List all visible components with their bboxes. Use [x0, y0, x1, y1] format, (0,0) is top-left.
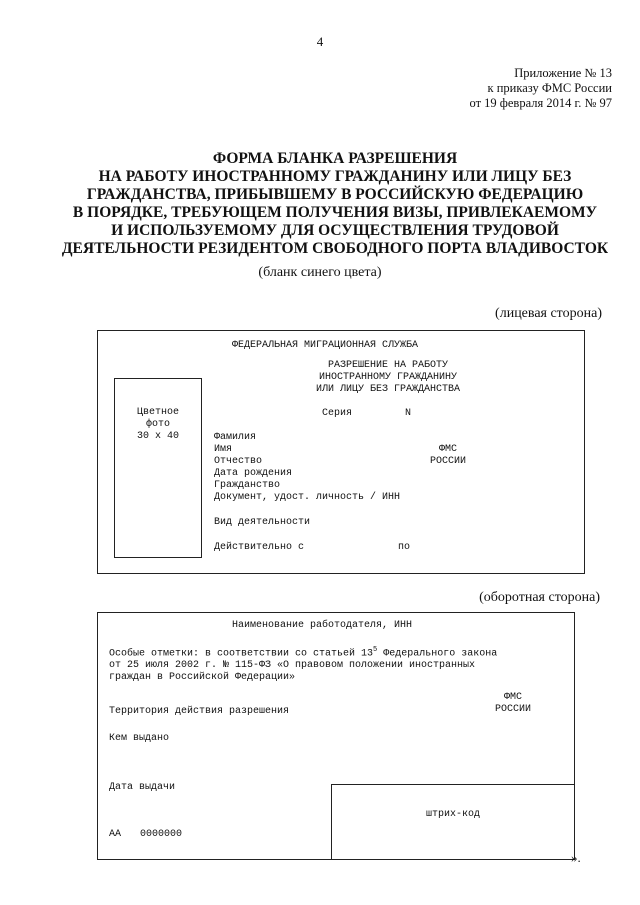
barcode-area [331, 784, 575, 860]
title-line: В ПОРЯДКЕ, ТРЕБУЮЩЕМ ПОЛУЧЕНИЯ ВИЗЫ, ПРИВЛЕКАЕМОМУ [72, 204, 598, 221]
document-title [40, 150, 630, 258]
serial-series: АА [109, 829, 122, 840]
serial-number: 0000000 [140, 829, 183, 840]
barcode-label: штрих-код [425, 809, 480, 820]
permit-title-line: ИНОСТРАННОМУ ГРАЖДАНИНУ [319, 372, 458, 383]
stamp-line: ФМС [504, 692, 523, 703]
field-id-document: Документ, удост. личность / ИНН [214, 492, 401, 503]
stamp-line: ФМС [439, 444, 458, 455]
document-subtitle: (бланк синего цвета) [258, 265, 382, 280]
notes-line-3: граждан в Российской Федерации» [109, 672, 296, 684]
field-name: Имя [214, 444, 233, 455]
special-notes [109, 644, 497, 684]
employer-label: Наименование работодателя, ИНН [232, 620, 413, 631]
valid-to-label: по [398, 542, 411, 553]
permit-title-line: ИЛИ ЛИЦУ БЕЗ ГРАЖДАНСТВА [316, 384, 461, 395]
title-line: ГРАЖДАНСТВА, ПРИБЫВШЕМУ В РОССИЙСКУЮ ФЕДЕРАЦИЮ [86, 186, 584, 203]
permit-title-line: РАЗРЕШЕНИЕ НА РАБОТУ [328, 360, 449, 371]
notes-line-2: от 25 июля 2002 г. № 115-ФЗ «О правовом положении иностранных [109, 660, 476, 672]
field-surname: Фамилия [214, 432, 257, 443]
appendix-line-2: к приказу ФМС России [487, 81, 612, 95]
photo-line: Цветное [136, 407, 179, 418]
field-birth-date: Дата рождения [214, 468, 293, 479]
stamp-line: РОССИИ [430, 456, 467, 467]
appendix-line-3: от 19 февраля 2014 г. № 97 [469, 96, 612, 110]
territory-label: Территория действия разрешения [109, 706, 290, 717]
page-number: 4 [316, 34, 324, 49]
appendix-reference [469, 66, 612, 111]
agency-name: ФЕДЕРАЛЬНАЯ МИГРАЦИОННАЯ СЛУЖБА [232, 340, 419, 351]
title-line: НА РАБОТУ ИНОСТРАННОМУ ГРАЖДАНИНУ ИЛИ ЛИЦУ БЕЗ [98, 168, 572, 185]
activity-label: Вид деятельности [214, 517, 311, 528]
stamp-line: РОССИИ [495, 704, 532, 715]
number-label: N [405, 408, 412, 419]
personal-fields [214, 432, 400, 504]
field-patronymic: Отчество [214, 456, 263, 467]
photo-line: 30 x 40 [136, 431, 179, 442]
notes-superscript: 5 [373, 646, 378, 654]
permit-title [316, 360, 460, 396]
title-line: ДЕЯТЕЛЬНОСТИ РЕЗИДЕНТОМ СВОБОДНОГО ПОРТА ВЛАДИВОСТОК [61, 240, 609, 257]
series-label: Серия [322, 408, 353, 419]
closing-quote: ». [571, 850, 581, 865]
photo-line: фото [145, 419, 170, 430]
back-stamp [495, 692, 531, 716]
notes-line-1: Особые отметки: в соответствии со статьей $13^5$ Федерального закона [109, 646, 498, 660]
issued-by-label: Кем выдано [109, 733, 170, 744]
issue-date-label: Дата выдачи [109, 782, 176, 793]
field-citizenship: Гражданство [214, 480, 281, 491]
title-line: И ИСПОЛЬЗУЕМОМУ ДЛЯ ОСУЩЕСТВЛЕНИЯ ТРУДОВОЙ [111, 222, 559, 239]
valid-from-label: Действительно с [214, 542, 305, 553]
front-side-label: (лицевая сторона) [495, 306, 602, 321]
back-side-label: (оборотная сторона) [479, 590, 600, 605]
title-line: ФОРМА БЛАНКА РАЗРЕШЕНИЯ [212, 150, 458, 167]
front-stamp [430, 444, 466, 468]
photo-placeholder [114, 378, 202, 558]
appendix-line-1: Приложение № 13 [514, 66, 612, 80]
